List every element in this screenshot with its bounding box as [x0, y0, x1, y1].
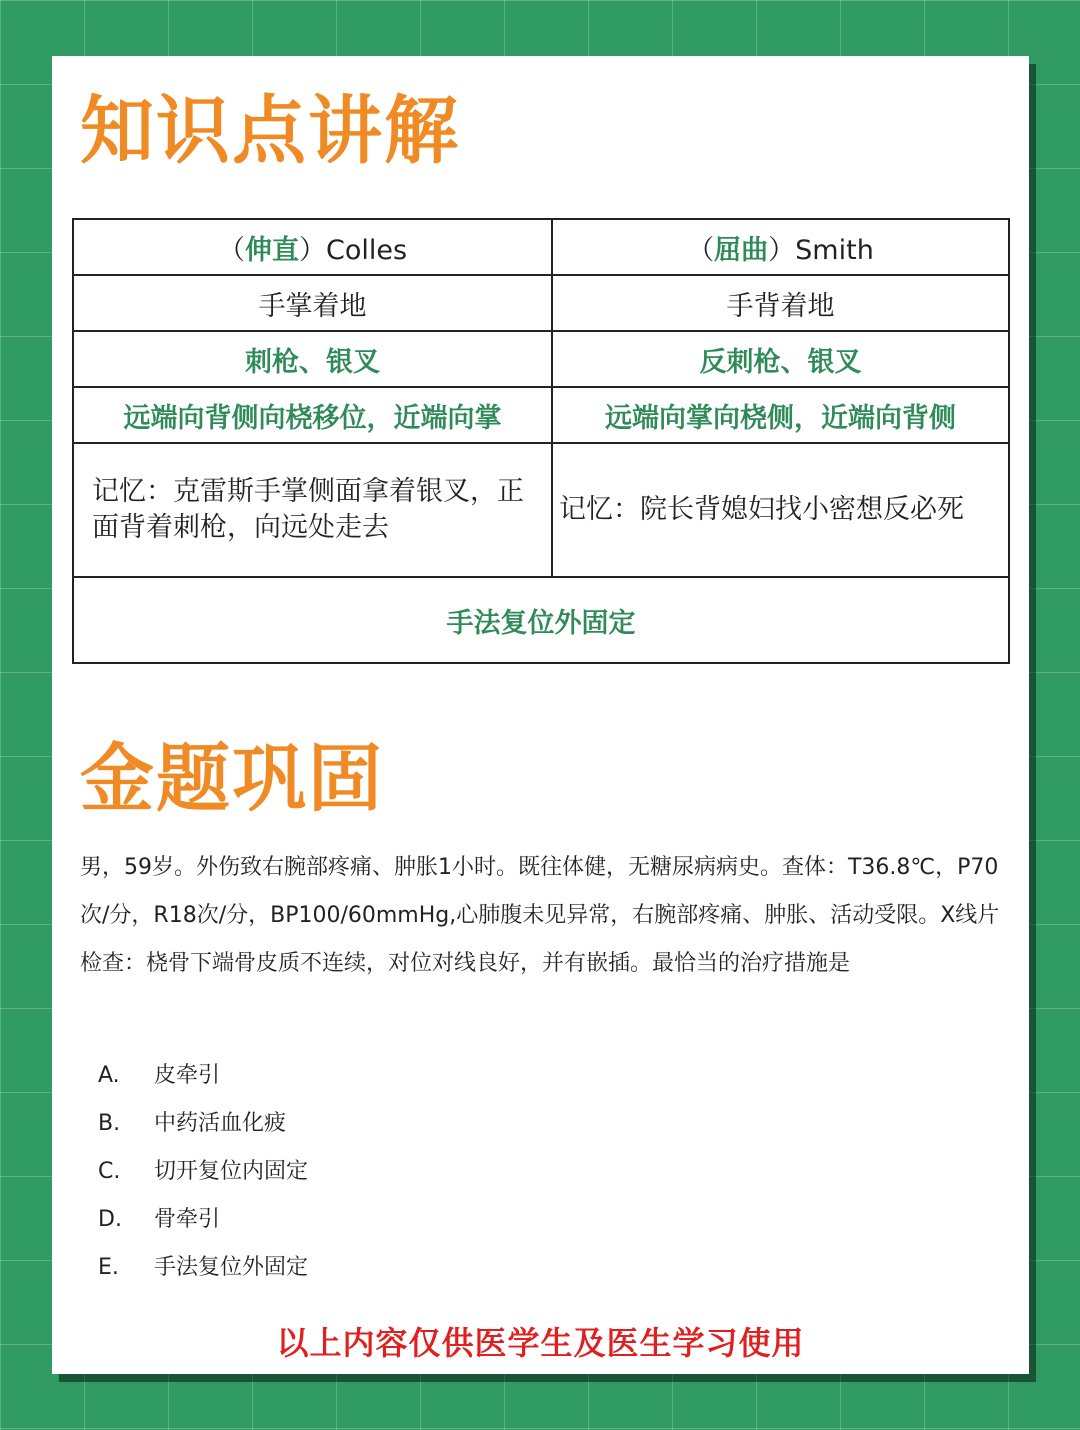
- table-row: [73, 387, 1009, 443]
- quiz-title: 金题巩固: [80, 736, 384, 822]
- option-letter: D.: [98, 1207, 122, 1232]
- cell-colles-deformity: 刺枪、银叉: [73, 331, 552, 387]
- cell-colles-memory: 记忆：克雷斯手掌侧面拿着银叉，正面背着刺枪，向远处走去: [73, 443, 552, 577]
- option-b[interactable]: [98, 1100, 308, 1148]
- cell-smith-mechanism: 手背着地: [552, 275, 1009, 331]
- option-letter: A.: [98, 1063, 120, 1088]
- option-letter: B.: [98, 1111, 121, 1136]
- option-e[interactable]: [98, 1244, 308, 1292]
- option-letter: E.: [98, 1255, 119, 1280]
- option-letter: C.: [98, 1159, 121, 1184]
- cell-smith-memory: 记忆：院长背媳妇找小密想反必死: [552, 443, 1009, 577]
- cell-smith-displacement: 远端向掌向桡侧，近端向背侧: [552, 387, 1009, 443]
- table-row: [73, 577, 1009, 663]
- option-a[interactable]: [98, 1052, 308, 1100]
- question-stem: 男，59岁。外伤致右腕部疼痛、肿胀1小时。既往体健，无糖尿病病史。查体：T36.8℃，P70次/分，R18次/分，BP100/60mmHg,心肺腹未见异常，右腕部疼痛、肿胀、活动受限。X线片检查：桡骨下端骨皮质不连续，对位对线良好，并有嵌插。最恰当的治疗措施是: [80, 855, 1000, 976]
- fracture-comparison-table: [72, 218, 1010, 664]
- table-header-row: [73, 219, 1009, 275]
- content-card: [52, 56, 1029, 1374]
- option-text: 手法复位外固定: [154, 1255, 309, 1280]
- option-d[interactable]: [98, 1196, 308, 1244]
- header-smith: （屈曲）Smith: [552, 219, 1009, 275]
- cell-treatment: 手法复位外固定: [73, 577, 1009, 663]
- option-text: 骨牵引: [154, 1207, 221, 1232]
- cell-colles-displacement: 远端向背侧向桡移位，近端向掌: [73, 387, 552, 443]
- table-row: [73, 275, 1009, 331]
- table-row: [73, 443, 1009, 577]
- option-text: 切开复位内固定: [154, 1159, 309, 1184]
- answer-options: [98, 1052, 308, 1292]
- option-text: 中药活血化疲: [154, 1111, 287, 1136]
- option-c[interactable]: [98, 1148, 308, 1196]
- disclaimer-footer: 以上内容仅供医学生及医生学习使用: [276, 1324, 805, 1362]
- table-row: [73, 331, 1009, 387]
- header-colles: （伸直）Colles: [73, 219, 552, 275]
- knowledge-title: 知识点讲解: [80, 88, 460, 174]
- cell-smith-deformity: 反刺枪、银叉: [552, 331, 1009, 387]
- option-text: 皮牵引: [154, 1063, 221, 1088]
- cell-colles-mechanism: 手掌着地: [73, 275, 552, 331]
